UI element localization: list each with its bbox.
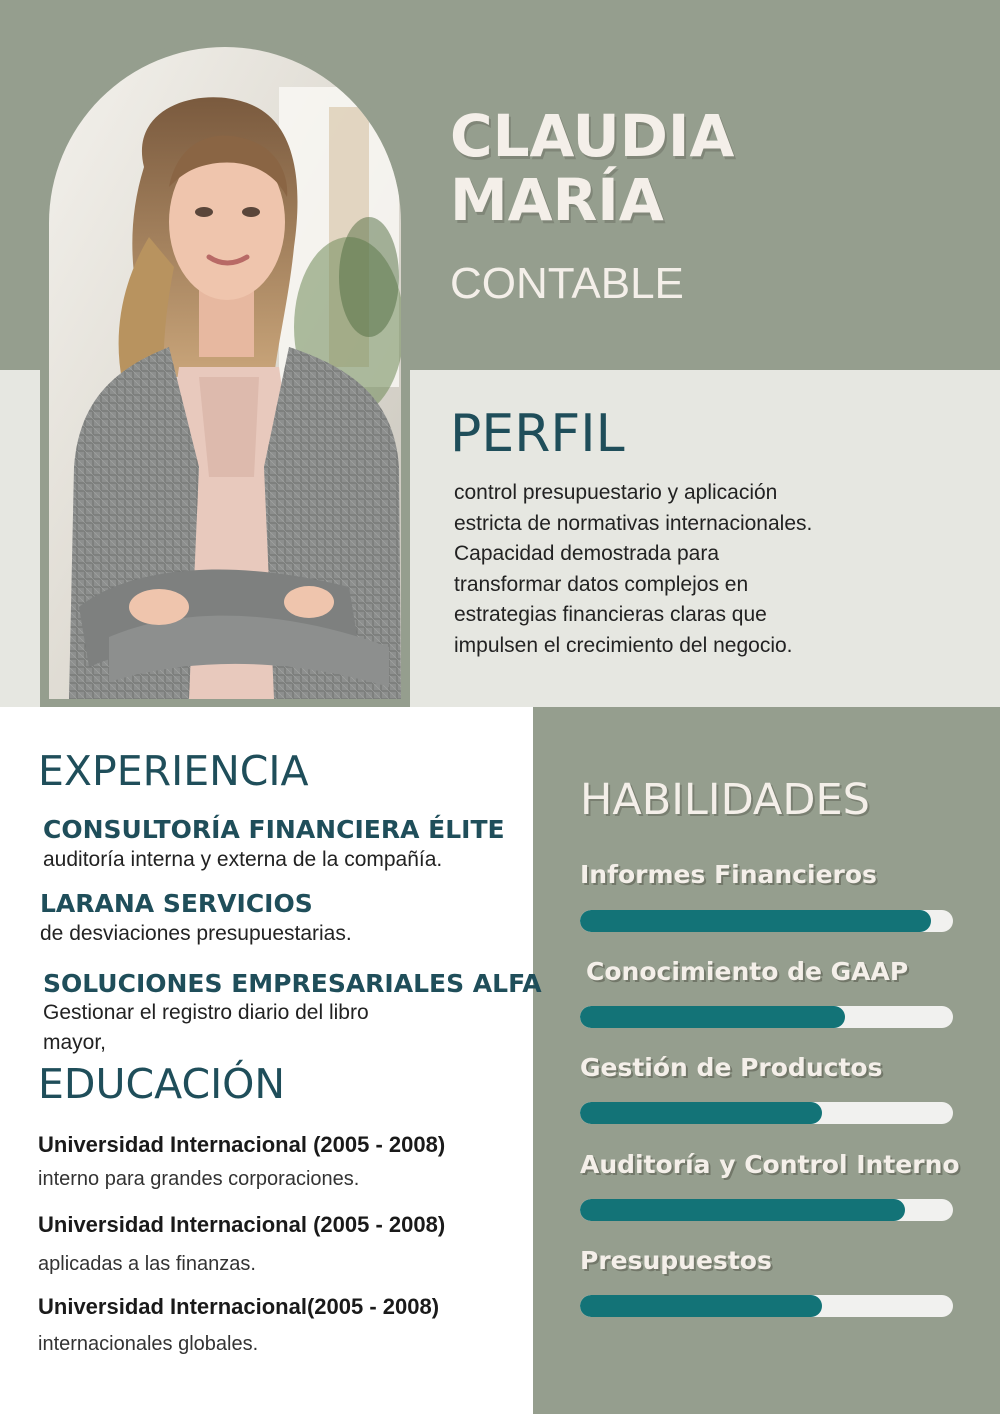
- portrait-photo: [49, 47, 401, 699]
- name-line2: MARÍA: [450, 166, 664, 234]
- name-line1: CLAUDIA: [450, 102, 735, 170]
- skill-label: Auditoría y Control Interno: [580, 1150, 960, 1179]
- education-degree: Universidad Internacional(2005 - 2008): [38, 1294, 440, 1319]
- education-description: internacionales globales.: [38, 1333, 259, 1355]
- skill-bar-fill: [580, 1102, 822, 1124]
- skill-label: Gestión de Productos: [580, 1053, 883, 1082]
- perfil-line: estricta de normativas internacionales.: [454, 511, 813, 535]
- experiencia-title: EXPERIENCIA: [38, 747, 309, 795]
- job-title: CONTABLE: [450, 259, 684, 308]
- perfil-line: control presupuestario y aplicación: [454, 481, 778, 504]
- education-degree: Universidad Internacional (2005 - 2008): [38, 1132, 446, 1157]
- skill-bar-fill: [580, 910, 931, 932]
- education-description: interno para grandes corporaciones.: [38, 1168, 360, 1190]
- skill-bar-fill: [580, 1006, 845, 1028]
- educacion-title: EDUCACIÓN: [38, 1060, 286, 1108]
- education-description: aplicadas a las finanzas.: [38, 1253, 256, 1275]
- job-description: mayor,: [43, 1031, 107, 1054]
- job-description: auditoría interna y externa de la compañía.: [43, 848, 443, 871]
- skill-bar: [580, 1295, 953, 1317]
- perfil-line: estrategias financieras claras que: [454, 603, 767, 626]
- skill-bar: [580, 1102, 953, 1124]
- perfil-line: transformar datos complejos en: [454, 572, 749, 596]
- skill-bar: [580, 1199, 953, 1221]
- perfil-line: Capacidad demostrada para: [454, 542, 720, 565]
- skill-bar: [580, 1006, 953, 1028]
- job-description: de desviaciones presupuestarias.: [40, 922, 352, 945]
- habilidades-title: HABILIDADES: [580, 775, 870, 825]
- candidate-name: [450, 104, 734, 232]
- skill-bar-fill: [580, 1295, 822, 1317]
- perfil-line: impulsen el crecimiento del negocio.: [454, 633, 793, 657]
- skill-label: Presupuestos: [580, 1246, 772, 1275]
- perfil-text: [454, 478, 924, 661]
- skill-bar: [580, 910, 953, 932]
- skill-label: Conocimiento de GAAP: [586, 957, 909, 986]
- skill-bar-fill: [580, 1199, 905, 1221]
- education-degree: Universidad Internacional (2005 - 2008): [38, 1212, 446, 1237]
- perfil-title: PERFIL: [450, 404, 625, 464]
- job-company: LARANA SERVICIOS: [40, 889, 313, 918]
- skill-label: Informes Financieros: [580, 860, 877, 889]
- job-description: Gestionar el registro diario del libro: [43, 1001, 369, 1024]
- job-company: SOLUCIONES EMPRESARIALES ALFA: [43, 969, 542, 998]
- job-company: CONSULTORÍA FINANCIERA ÉLITE: [43, 815, 505, 844]
- portrait-photo-icon: [49, 47, 401, 699]
